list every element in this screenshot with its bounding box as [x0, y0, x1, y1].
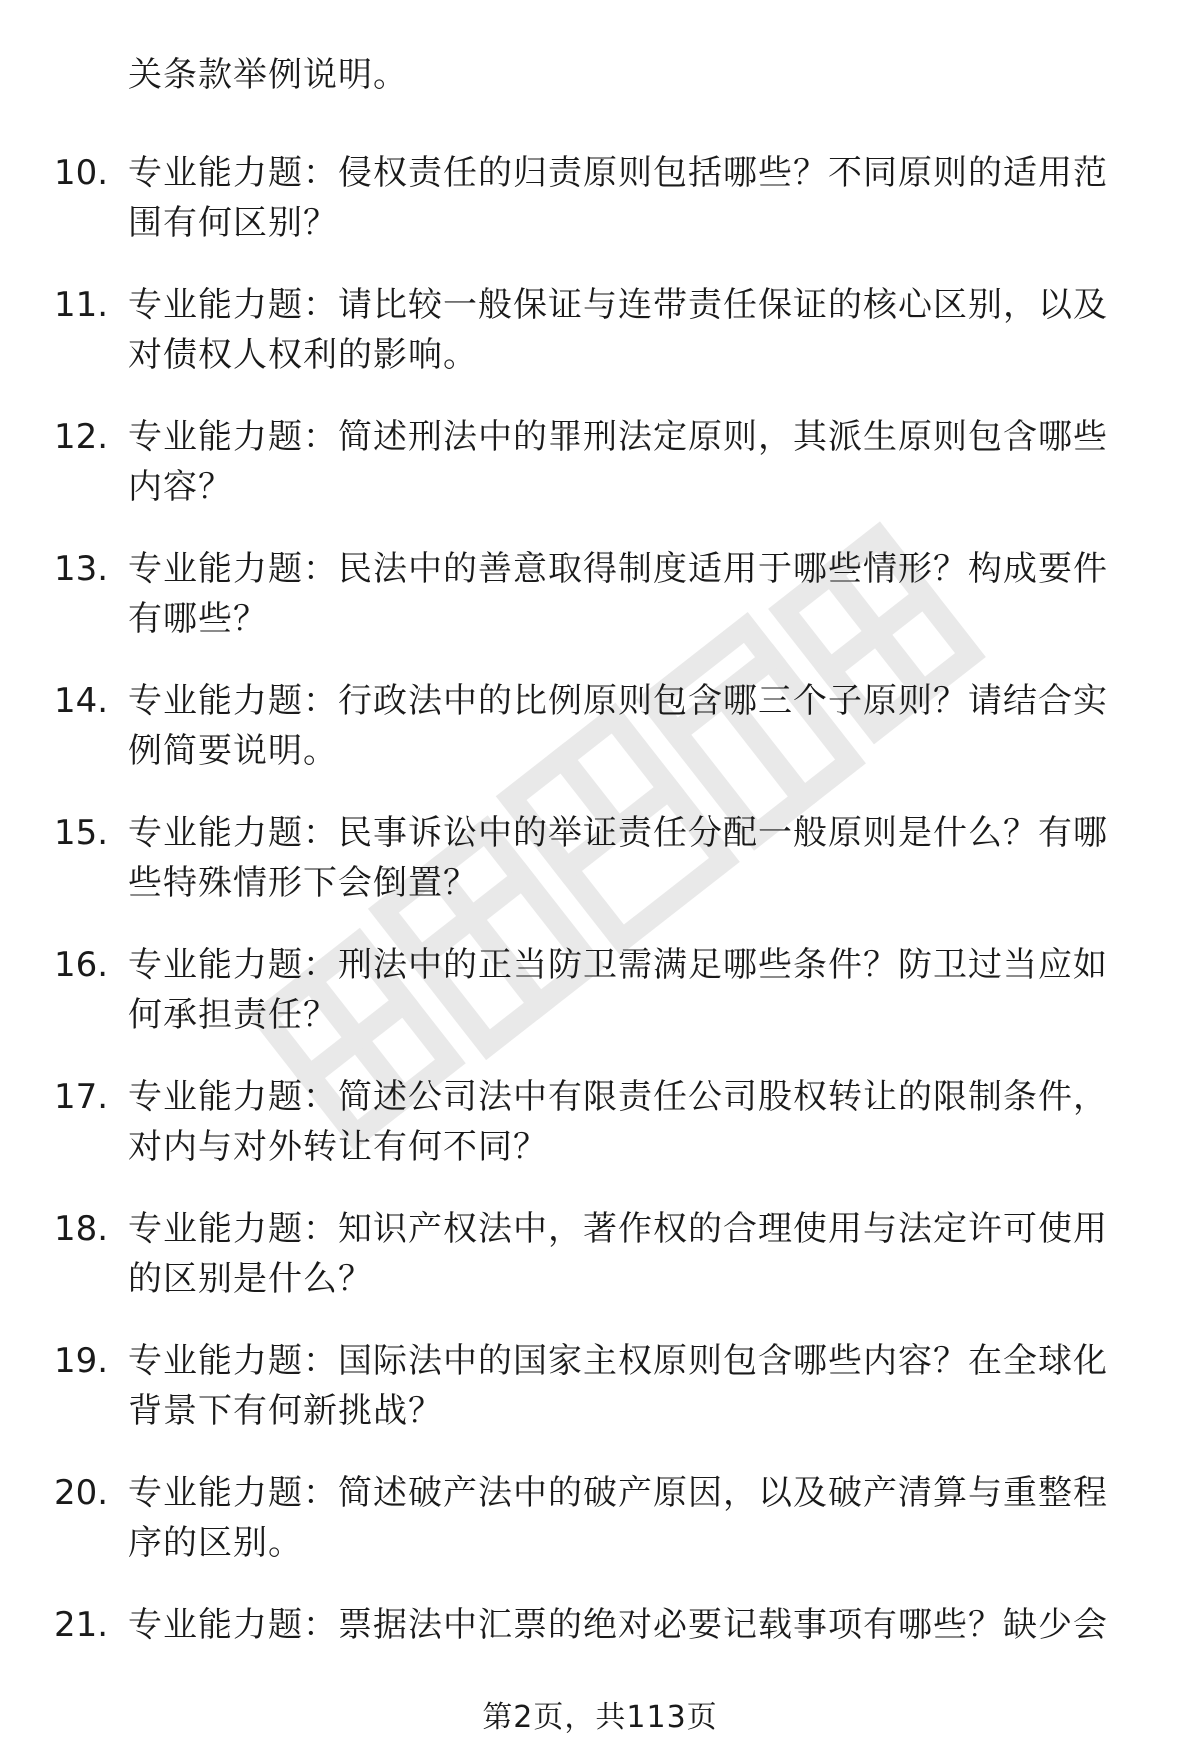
item-text-line: 的区别是什么？ — [128, 1259, 373, 1299]
item-number: 10. — [54, 153, 109, 193]
item-number: 13. — [54, 549, 109, 589]
item-text-line: 专业能力题：请比较一般保证与连带责任保证的核心区别，以及 — [128, 285, 1108, 325]
item-number: 16. — [54, 945, 109, 985]
item-text-line: 专业能力题：国际法中的国家主权原则包含哪些内容？在全球化 — [128, 1341, 1108, 1381]
item-number: 14. — [54, 681, 109, 721]
item-text-line: 专业能力题：行政法中的比例原则包含哪三个子原则？请结合实 — [128, 681, 1108, 721]
item-text-line: 背景下有何新挑战？ — [128, 1391, 443, 1431]
question-list — [0, 148, 1200, 1732]
item-text — [128, 280, 1138, 380]
list-item — [0, 544, 1200, 676]
item-text — [128, 544, 1138, 644]
list-item — [0, 940, 1200, 1072]
list-item — [0, 1072, 1200, 1204]
item-text-line: 专业能力题：刑法中的正当防卫需满足哪些条件？防卫过当应如 — [128, 945, 1108, 985]
item-text — [128, 808, 1138, 908]
item-text — [128, 1336, 1138, 1436]
item-number: 21. — [54, 1605, 109, 1645]
item-text-line: 专业能力题：知识产权法中，著作权的合理使用与法定许可使用 — [128, 1209, 1108, 1249]
continuation-text: 关条款举例说明。 — [128, 55, 408, 95]
item-text-line: 些特殊情形下会倒置？ — [128, 863, 478, 903]
item-text-line: 序的区别。 — [128, 1523, 303, 1563]
item-text-line: 专业能力题：民事诉讼中的举证责任分配一般原则是什么？有哪 — [128, 813, 1108, 853]
item-text-line: 对债权人权利的影响。 — [128, 335, 478, 375]
item-text-line: 何承担责任？ — [128, 995, 338, 1035]
item-number: 17. — [54, 1077, 109, 1117]
item-text-line: 专业能力题：简述刑法中的罪刑法定原则，其派生原则包含哪些 — [128, 417, 1108, 457]
item-text-line: 有哪些？ — [128, 599, 268, 639]
item-text — [128, 1204, 1138, 1304]
item-text-line: 例简要说明。 — [128, 731, 338, 771]
item-text-line: 专业能力题：侵权责任的归责原则包括哪些？不同原则的适用范 — [128, 153, 1108, 193]
item-text — [128, 940, 1138, 1040]
list-item — [0, 412, 1200, 544]
item-text-line: 专业能力题：简述破产法中的破产原因，以及破产清算与重整程 — [128, 1473, 1108, 1513]
item-number: 11. — [54, 285, 109, 325]
item-text-line: 专业能力题：民法中的善意取得制度适用于哪些情形？构成要件 — [128, 549, 1108, 589]
item-text-line: 对内与对外转让有何不同？ — [128, 1127, 548, 1167]
list-item — [0, 148, 1200, 280]
item-number: 15. — [54, 813, 109, 853]
item-text-line: 专业能力题：票据法中汇票的绝对必要记载事项有哪些？缺少会 — [128, 1605, 1108, 1645]
item-text — [128, 1600, 1138, 1650]
item-text — [128, 1468, 1138, 1568]
list-item — [0, 1468, 1200, 1600]
list-item — [0, 280, 1200, 412]
item-text — [128, 148, 1138, 248]
list-item — [0, 1336, 1200, 1468]
list-item — [0, 1204, 1200, 1336]
item-text — [128, 1072, 1138, 1172]
item-number: 19. — [54, 1341, 109, 1381]
list-item — [0, 808, 1200, 940]
list-item — [0, 676, 1200, 808]
item-text — [128, 676, 1138, 776]
item-text — [128, 412, 1138, 512]
page-footer: 第2页，共113页 — [482, 1700, 718, 1735]
item-number: 18. — [54, 1209, 109, 1249]
item-number: 12. — [54, 417, 109, 457]
item-text-line: 专业能力题：简述公司法中有限责任公司股权转让的限制条件， — [128, 1077, 1108, 1117]
item-text-line: 内容？ — [128, 467, 233, 507]
item-number: 20. — [54, 1473, 109, 1513]
item-text-line: 围有何区别？ — [128, 203, 338, 243]
